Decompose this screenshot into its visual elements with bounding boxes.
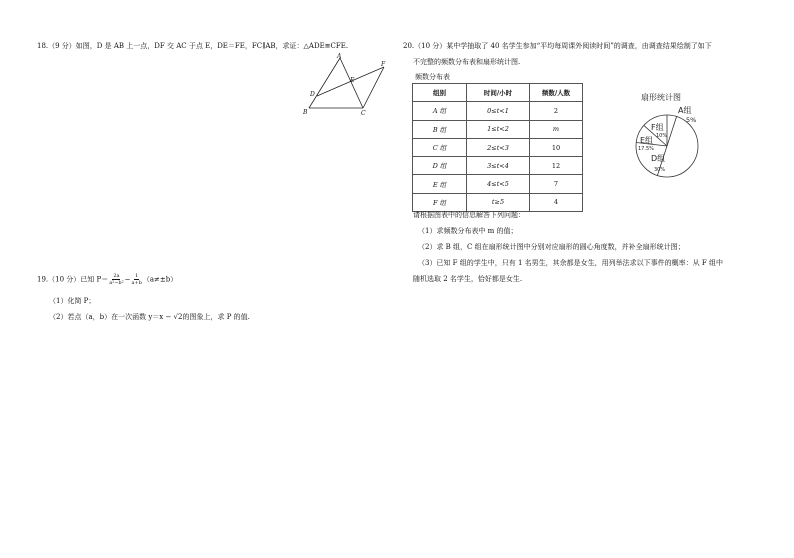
table-cell: B 组 (413, 120, 467, 138)
pie-label-d: D组 (651, 154, 666, 163)
q19-frac2-denominator: a+b (131, 280, 142, 286)
table-cell: F 组 (413, 193, 467, 211)
table-cell: D 组 (413, 157, 467, 175)
table-cell: 0≤t<1 (467, 102, 530, 120)
point-label-a: A (337, 53, 342, 60)
segment-ab (309, 58, 340, 108)
table-header: 组别 (413, 84, 467, 102)
q19-text (37, 273, 177, 286)
pie-pct-e: 17.5% (638, 146, 654, 152)
point-label-c: C (361, 110, 366, 117)
q19-minus: − (124, 275, 131, 284)
pie-chart (625, 88, 715, 188)
table-cell: m (530, 120, 583, 138)
frequency-table (412, 83, 583, 212)
q20-part2: （2）求 B 组，C 组在扇形统计图中分别对应扇形的圆心角度数，并补全扇形统计图； (418, 243, 685, 251)
table-cell: A 组 (413, 102, 467, 120)
pie-title: 扇形统计图 (641, 93, 681, 102)
segment-fc (363, 67, 384, 108)
table-cell: C 组 (413, 138, 467, 156)
pie-pct-d: 30% (654, 167, 666, 173)
q19-fraction-2 (131, 273, 141, 286)
point-label-e: E (350, 77, 355, 84)
table-header: 时间/小时 (467, 84, 530, 102)
table-cell: 4 (530, 193, 583, 211)
q20-line2: 不完整的频数分布表和扇形统计图. (413, 58, 521, 66)
table-cell: E 组 (413, 175, 467, 193)
q20-part3-line1: （3）已知 F 组的学生中，只有 1 名男生，其余都是女生，用列举法求以下事件的概率：从 F 组中 (418, 259, 723, 267)
q20-table-title: 频数分布表 (415, 73, 450, 81)
table-cell: 7 (530, 175, 583, 193)
pie-label-e: E组 (640, 136, 654, 145)
table-cell: 2 (530, 102, 583, 120)
table-row (413, 102, 583, 120)
q19-frac2-numerator: 1 (135, 273, 139, 279)
table-cell: 4≤t<5 (467, 175, 530, 193)
point-label-f: F (381, 61, 386, 68)
q19-fraction-1 (109, 273, 123, 286)
pie-pct-a: 5% (686, 116, 697, 124)
q20-part1: （1）求频数分布表中 m 的值； (418, 227, 518, 235)
pie-pct-f: 10% (656, 133, 668, 139)
pie-label-a: A组 (678, 106, 692, 115)
table-row (413, 120, 583, 138)
table-cell: 2≤t<3 (467, 138, 530, 156)
pie-label-f: F组 (651, 123, 664, 132)
q19-prefix: 19.（10 分）已知 P＝ (37, 275, 109, 284)
table-row (413, 157, 583, 175)
q20-prompt: 请根据图表中的信息解答下列问题： (413, 211, 525, 219)
q19-part1: （1）化简 P； (49, 297, 96, 305)
table-cell: 10 (530, 138, 583, 156)
table-row (413, 175, 583, 193)
q20-part3-line2: 随机选取 2 名学生，恰好都是女生. (413, 275, 523, 283)
q19-frac1-numerator: 2a (113, 273, 120, 279)
point-label-b: B (303, 109, 308, 116)
table-cell: 12 (530, 157, 583, 175)
table-cell: 1≤t<2 (467, 120, 530, 138)
table-header-row (413, 84, 583, 102)
point-label-d: D (310, 91, 315, 98)
table-row (413, 138, 583, 156)
table-cell: t≥5 (467, 193, 530, 211)
q19-frac1-denominator: a²−b² (109, 280, 124, 286)
table-row (413, 193, 583, 211)
table-header: 频数/人数 (530, 84, 583, 102)
q18-geometry-figure (300, 50, 395, 118)
q20-line1: 20.（10 分）某中学抽取了 40 名学生参加“平均每周课外阅读时间”的调查，由调查结果绘制了如下 (403, 42, 712, 50)
table-cell: 3≤t<4 (467, 157, 530, 175)
pie-divider (667, 117, 677, 147)
q19-part2: （2）若点（a，b）在一次函数 y＝x − √2的图象上，求 P 的值. (49, 313, 250, 321)
q18-text: 18.（9 分）如图，D 是 AB 上一点，DF 交 AC 于点 E，DE＝FE，FC∥AB，求证：△ADE≌CFE. (37, 42, 349, 50)
q19-suffix: （a≠±b） (142, 275, 178, 284)
